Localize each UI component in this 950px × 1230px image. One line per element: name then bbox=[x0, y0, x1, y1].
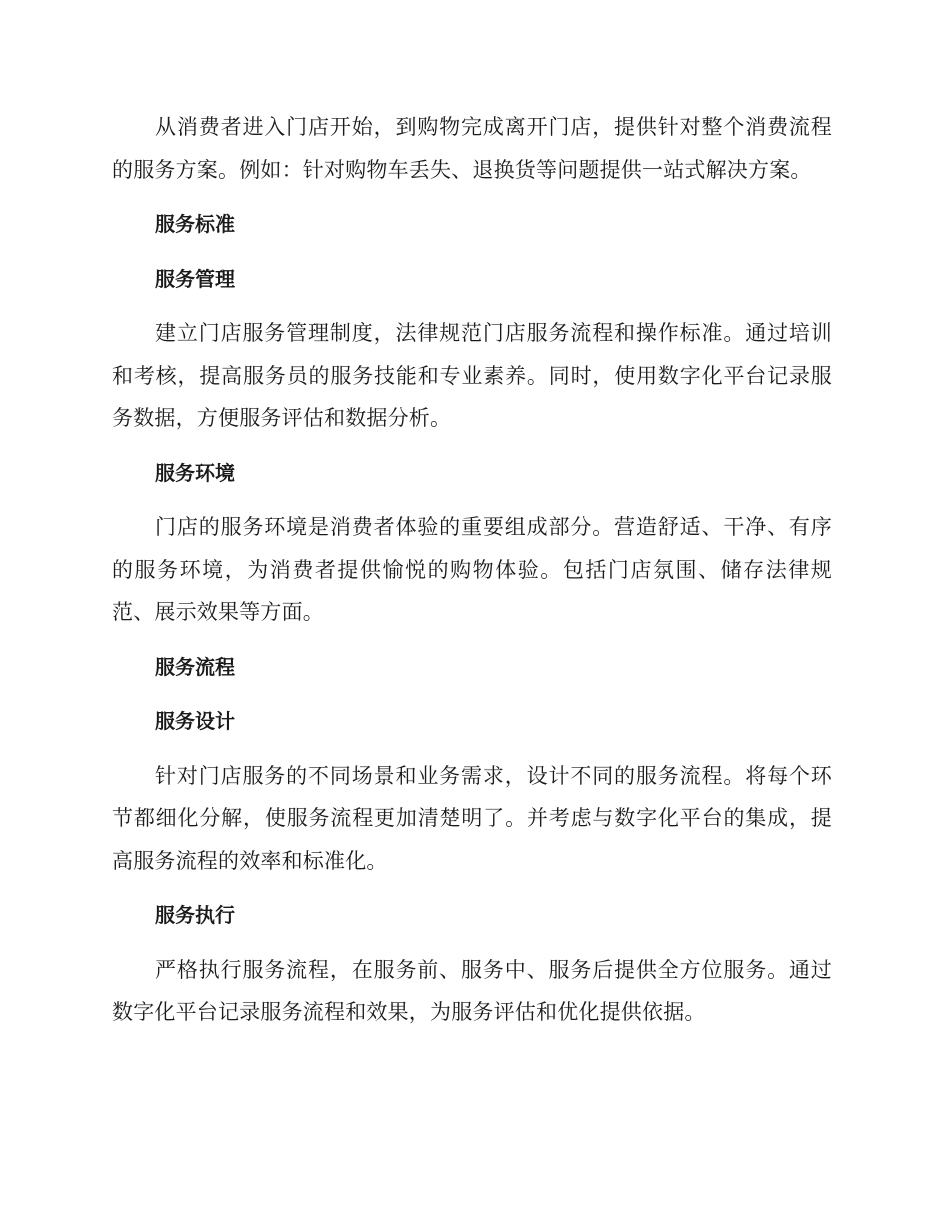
heading-service-execution: 服务执行 bbox=[155, 903, 235, 927]
heading-service-design: 服务设计 bbox=[155, 709, 235, 733]
intro-paragraph: 从消费者进入门店开始，到购物完成离开门店，提供针对整个消费流程的服务方案。例如：针对购物车丢失、退换货等问题提供一站式解决方案。 bbox=[112, 115, 832, 182]
heading-service-process: 服务流程 bbox=[155, 654, 235, 679]
paragraph-service-execution: 严格执行服务流程，在服务前、服务中、服务后提供全方位服务。通过数字化平台记录服务流程和效果，为服务评估和优化提供依据。 bbox=[112, 957, 832, 1024]
paragraph-service-management: 建立门店服务管理制度，法律规范门店服务流程和操作标准。通过培训和考核，提高服务员的服务技能和专业素养。同时，使用数字化平台记录服务数据，方便服务评估和数据分析。 bbox=[112, 321, 832, 430]
paragraph-service-design: 针对门店服务的不同场景和业务需求，设计不同的服务流程。将每个环节都细化分解，使服务流程更加清楚明了。并考虑与数字化平台的集成，提高服务流程的效率和标准化。 bbox=[112, 763, 832, 873]
heading-service-management: 服务管理 bbox=[155, 266, 235, 291]
heading-service-standard: 服务标准 bbox=[155, 212, 235, 236]
document-page bbox=[112, 106, 832, 1034]
heading-service-environment: 服务环境 bbox=[155, 460, 235, 485]
paragraph-service-environment: 门店的服务环境是消费者体验的重要组成部分。营造舒适、干净、有序的服务环境，为消费者提供愉悦的购物体验。包括门店氛围、储存法律规范、展示效果等方面。 bbox=[112, 515, 832, 624]
